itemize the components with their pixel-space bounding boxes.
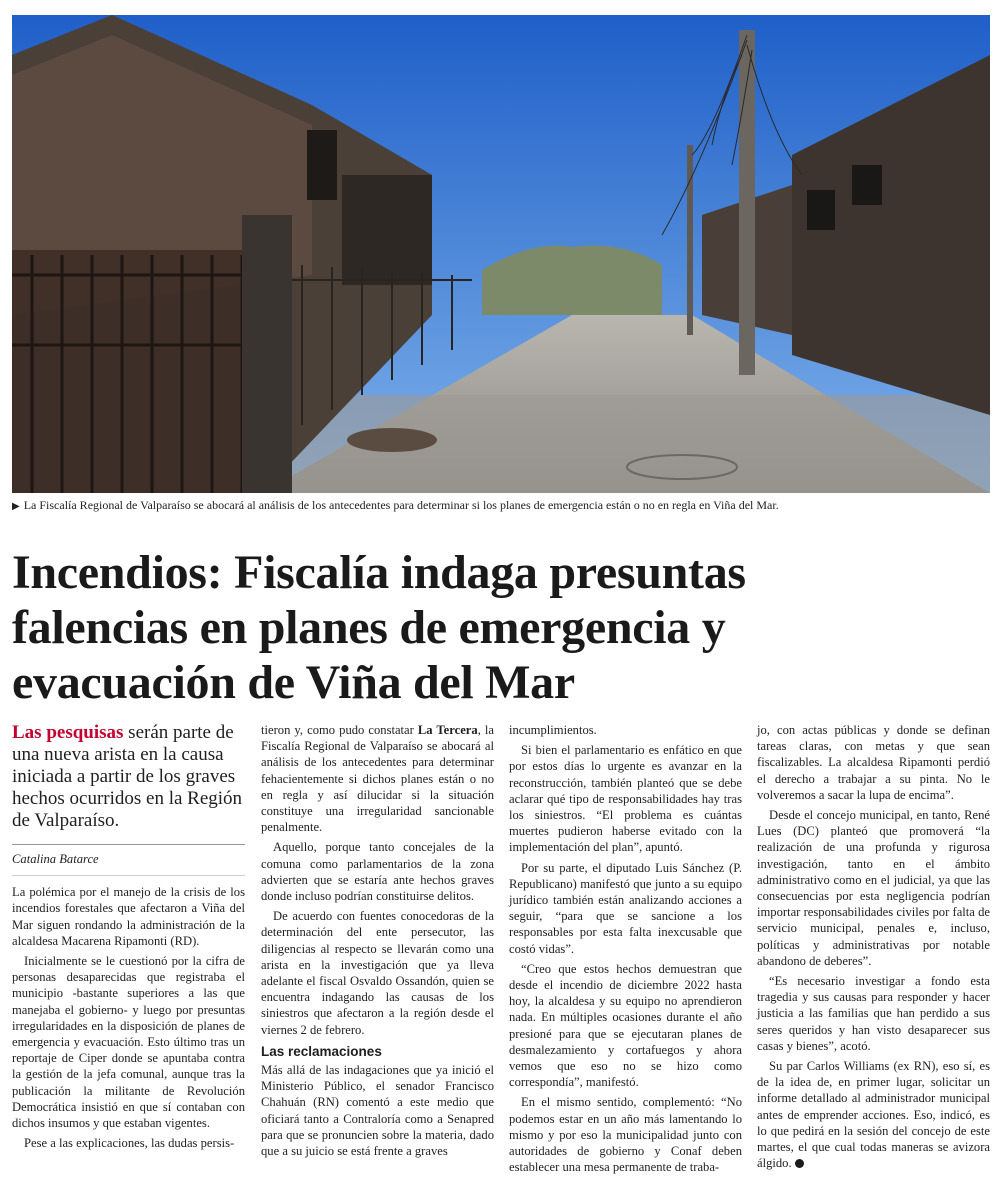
lead-highlight: Las pesquisas [12,722,124,743]
article-photo [12,15,990,493]
photo-caption [12,498,990,514]
body-paragraph: incumplimientos. [509,723,597,737]
body-text: , la Fiscalía Regional de Valparaíso se abocará al análisis de los antecedentes para determinar fehacientemente si dichos planes están o no en regla y así dilucidar si la situación constituye una irregularidad sancionable penalmente. [261,723,494,835]
caption-text: La Fiscalía Regional de Valparaíso se abocará al análisis de los antecedentes para determinar si los planes de emergencia están o no en regla en Viña del Mar. [23,498,779,512]
headline [12,545,990,710]
burned-street-photo [12,15,990,493]
body-paragraph [261,722,494,835]
lead-paragraph [12,722,245,832]
body-text: tieron y, como pudo constatar [261,723,418,737]
caption-marker: ▶ [12,501,20,512]
article-column-4 [757,722,990,1175]
headline-line-3: evacuación de Viña del Mar [12,656,575,709]
body-paragraph: La polémica por el manejo de la crisis de los incendios forestales que afectaron a Viña del Mar siguen rondando la administración de la alcaldesa Macarena Ripamonti (RD). [12,885,245,948]
body-paragraph [757,1058,990,1171]
headline-line-1: Incendios: Fiscalía indaga presuntas [12,546,746,599]
body-paragraph: Aquello, porque tanto concejales de la comuna como parlamentarios de la zona advierten que se estaría ante hechos graves donde incluso podrían constituirse delitos. [261,840,494,904]
body-paragraph: En el mismo sentido, complementó: “No podemos estar en un año más lamentando lo mismo y por eso la municipalidad junto con autoridades de gobierno y Conaf deben establecer una mesa permanente de traba- [509,1095,742,1175]
end-mark-icon [795,1159,804,1168]
section-subhead: Las reclamaciones [261,1043,382,1059]
body-paragraph: Si bien el parlamentario es enfático en que por estos días lo urgente es avanzar en la reconstrucción, también planteó que se debe aclarar qué tipo de responsabilidades hay tras los siniestros. “El problema es cuántas muertes pudieron haberse evitado con la implementación del plan”, apuntó. [509,743,742,855]
body-paragraph: De acuerdo con fuentes conocedoras de la determinación del ente persecutor, las diligencias al respecto se llevarán como una arista en la investigación que ya lleva adelante el fiscal Osvaldo Ossandón, quien se encuentra indagando las causas de los siniestros que afectaron a la región desde el viernes 2 de febrero. [261,909,494,1037]
article-column-2 [261,722,494,1163]
body-paragraph: Más allá de las indagaciones que ya inició el Ministerio Público, el senador Francisco Chahuán (RN) comentó a este medio que oficiará tanto a Contraloría como a Senapred para que se pronuncien sobre la materia, dado que a su juicio se está frente a graves [261,1063,494,1159]
lead-text: serán parte de una nueva arista en la causa iniciada a partir de los graves hechos ocurridos en la Región de Valparaíso. [12,722,243,831]
author-rule-top [12,844,245,845]
body-paragraph: Pese a las explicaciones, las dudas persis- [24,1136,235,1151]
headline-line-2: falencias en planes de emergencia y [12,601,726,654]
article-column-3 [509,722,742,1179]
body-paragraph: Desde el concejo municipal, en tanto, René Lues (DC) planteó que promoverá “la realización de una profunda y rigurosa investigación, tanto en el ámbito administrativo como en el judicial, ya que las consecuencias por esta negligencia podrían importar responsabilidades civiles por falta de servicio municipal, penales e, incluso, políticas y administrativas por notable abandono de deberes”. [757,808,990,968]
author-rule-bottom [12,875,245,876]
author-byline: Catalina Batarce [12,852,99,866]
article-column-1 [12,722,245,1155]
body-paragraph: “Creo que estos hechos demuestran que desde el incendio de diciembre 2022 hasta hoy, la alcaldesa y su equipo no aprendieron nada. En múltiples ocasiones durante el año presioné para que se ejecutaran planes de desmalezamiento y cortafuegos y ahora vemos que eso no se hizo como correspondía”, manifestó. [509,961,742,1090]
body-paragraph: “Es necesario investigar a fondo esta tragedia y sus causas para responder y hacer justicia a las familias que han perdido a sus seres queridos y han visto desaparecer sus casas y bienes”, acotó. [757,974,990,1053]
body-paragraph: Por su parte, el diputado Luis Sánchez (P. Republicano) manifestó que junto a su equipo jurídico también están analizando acciones a seguir, “para que se sancione a los responsables por esta falta inexcusable que costó vidas”. [509,860,742,956]
body-paragraph: Inicialmente se le cuestionó por la cifra de personas desaparecidas que registraba el municipio -bastante superiores a las que manejaba el gobierno- y luego por presuntas irregularidades en la disposición de planes de emergencia y evacuación. Esto último tras un reportaje de Ciper donde se apuntaba contra la gestión de la jefa comunal, aunque tras la publicación la militante de Revolución Democrática insistió en que sí contaban con dichos insumos y que estaban vigentes. [12,954,245,1131]
body-text: Su par Carlos Williams (ex RN), eso sí, es de la idea de, en primer lugar, solicitar un informe detallado al administrador municipal antes de emprender acciones. Eso, indicó, es lo que pedirá en la sesión del concejo de este martes, el que cual todas maneras se avizora álgido. [757,1059,990,1171]
body-paragraph: jo, con actas públicas y donde se definan tareas claras, con metas y que sean fiscalizables. La alcaldesa Ripamonti perdió el derecho a trabajar a su pinta. No le volveremos a sacar la lupa de encima”. [757,723,990,802]
source-name: La Tercera [417,723,478,737]
